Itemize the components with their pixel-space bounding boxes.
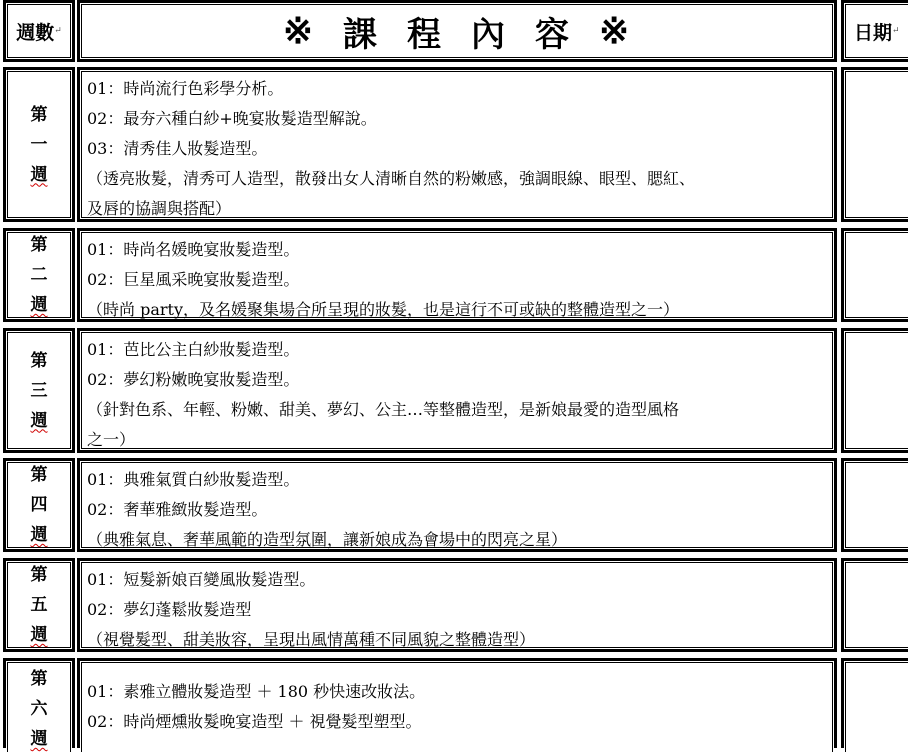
week-6-content-cell: [77, 658, 837, 748]
list-item: （視覺髮型、甜美妝容，呈現出風情萬種不同風貌之整體造型）: [87, 630, 536, 649]
list-item: （典雅氣息、奢華風範的造型氛圍，讓新娘成為會場中的閃亮之星）: [87, 530, 568, 549]
list-item: 01：素雅立體妝髮造型 ＋ 180 秒快速改妝法。: [87, 682, 426, 701]
week-3-content-cell: [77, 328, 837, 453]
week-2-label-cell: 第 二 週: [3, 228, 75, 322]
list-item: 01：時尚流行色彩學分析。: [87, 79, 284, 98]
week-1-content-cell: [77, 67, 837, 222]
week-1-date-cell: [841, 67, 908, 222]
header-title-cell: [77, 0, 837, 62]
week-3-label-cell: 第 三 週: [3, 328, 75, 453]
list-item: 01：芭比公主白紗妝髮造型。: [87, 340, 300, 359]
week-5-date-cell: [841, 558, 908, 652]
header-week-cell: 週數 ↵: [3, 0, 75, 62]
list-item: 02：巨星風采晚宴妝髮造型。: [87, 270, 300, 289]
week-4-date-cell: [841, 458, 908, 552]
list-item: 03：清秀佳人妝髮造型。: [87, 139, 268, 158]
list-item: （透亮妝髮，清秀可人造型，散發出女人清晰自然的粉嫩感，強調眼線、眼型、腮紅、: [87, 169, 696, 188]
week-4-label-cell: 第 四 週: [3, 458, 75, 552]
list-item: （時尚 party，及名媛聚集場合所呈現的妝髮，也是這行不可或缺的整體造型之一）: [87, 300, 679, 319]
list-item: 02：奢華雅緻妝髮造型。: [87, 500, 268, 519]
week-1-label-cell: 第 一 週: [3, 67, 75, 222]
list-item: 01：典雅氣質白紗妝髮造型。: [87, 470, 300, 489]
list-item: 02：夢幻蓬鬆妝髮造型: [87, 600, 252, 619]
list-item: 及唇的協調與搭配）: [87, 199, 232, 218]
week-6-date-cell: [841, 658, 908, 748]
week-5-content-cell: [77, 558, 837, 652]
list-item: 02：夢幻粉嫩晚宴妝髮造型。: [87, 370, 300, 389]
reference-mark-icon: ※: [282, 10, 315, 52]
list-item: 之一）: [87, 430, 136, 449]
week-5-label-cell: 第 五 週: [3, 558, 75, 652]
header-date-label: 日期: [854, 21, 893, 44]
reference-mark-icon: ※: [599, 10, 632, 52]
list-item: 02：時尚煙燻妝髮晚宴造型 ＋ 視覺髮型塑型。: [87, 712, 422, 731]
header-week-label: 週數: [16, 21, 55, 44]
list-item: （針對色系、年輕、粉嫩、甜美、夢幻、公主…等整體造型，是新娘最愛的造型風格: [87, 400, 680, 419]
list-item: 01：短髮新娘百變風妝髮造型。: [87, 570, 316, 589]
page-title: 課 程 內 容: [343, 14, 571, 55]
week-6-label-cell: 第 六 週: [3, 658, 75, 748]
week-2-content-cell: [77, 228, 837, 322]
list-item: 01：時尚名媛晚宴妝髮造型。: [87, 240, 300, 259]
list-item: 02：最夯六種白紗+晚宴妝髮造型解說。: [87, 109, 377, 128]
week-2-date-cell: [841, 228, 908, 322]
week-3-date-cell: [841, 328, 908, 453]
week-4-content-cell: [77, 458, 837, 552]
header-date-cell: 日期 ↵: [841, 0, 908, 62]
